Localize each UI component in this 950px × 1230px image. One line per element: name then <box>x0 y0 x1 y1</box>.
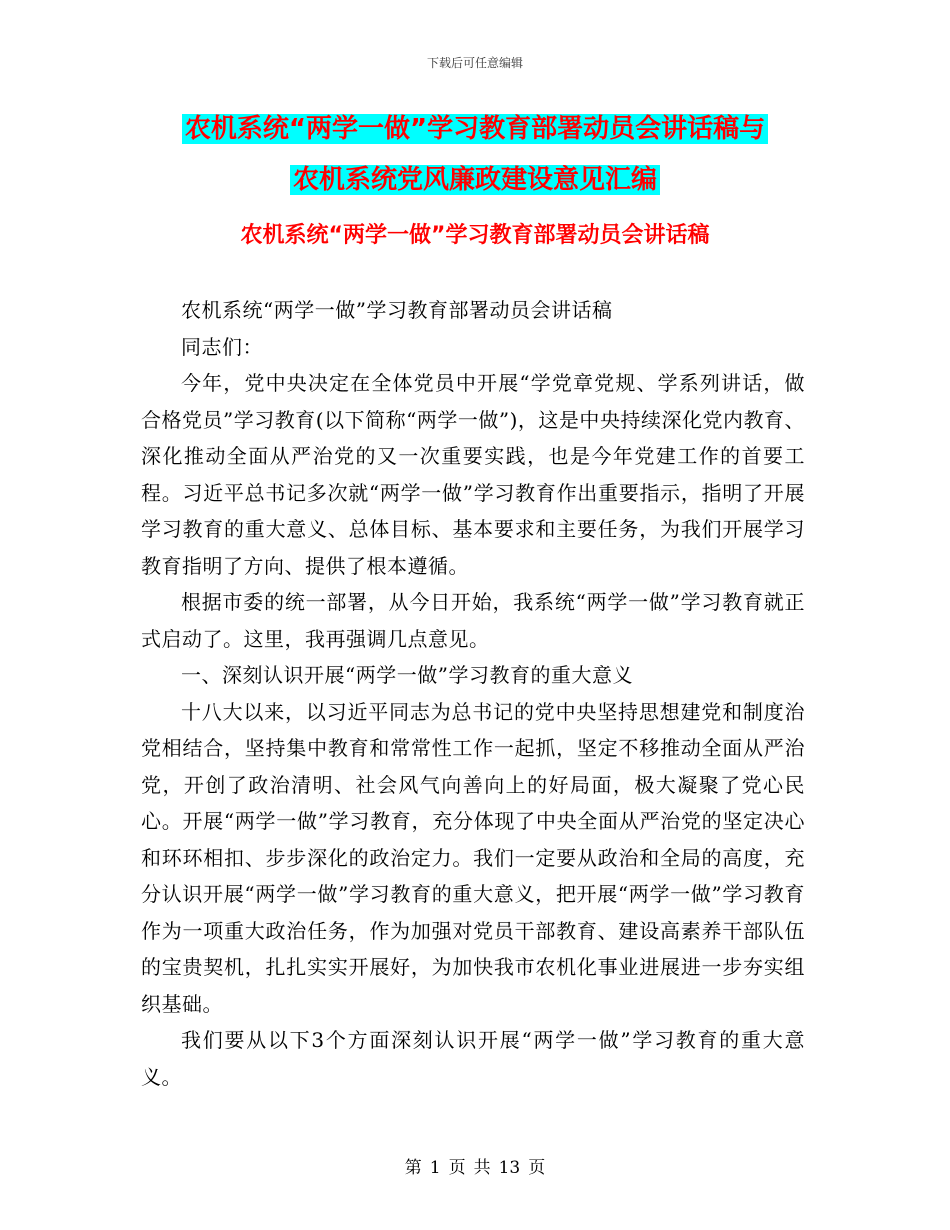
footer-page-number: 1 <box>429 1158 441 1178</box>
document-main-title <box>0 104 950 206</box>
main-title-line-2: 农机系统党风廉政建设意见汇编 <box>290 165 660 195</box>
document-body <box>141 292 805 1095</box>
footer-page-label: 页 <box>448 1158 466 1178</box>
paragraph-deployment: 根据市委的统一部署，从今日开始，我系统“两学一做”学习教育就正式启动了。这里，我再强调几点意见。 <box>141 590 805 651</box>
paragraph-heading-one: 一、深刻认识开展“两学一做”学习教育的重大意义 <box>181 663 633 687</box>
header-note: 下载后可任意编辑 <box>426 56 523 70</box>
footer-total-pages: 13 <box>498 1158 521 1178</box>
paragraph-three-aspects: 我们要从以下3个方面深刻认识开展“两学一做”学习教育的重大意义。 <box>141 1028 805 1089</box>
footer-total-label: 共 <box>473 1158 491 1178</box>
footer-suffix: 页 <box>528 1158 546 1178</box>
paragraph-speech-title: 农机系统“两学一做”学习教育部署动员会讲话稿 <box>181 298 613 322</box>
paragraph-salutation: 同志们： <box>181 334 263 359</box>
page-footer <box>0 1153 950 1178</box>
footer-prefix: 第 <box>404 1158 422 1178</box>
section-title: 农机系统“两学一做”学习教育部署动员会讲话稿 <box>240 223 710 248</box>
main-title-line-1: 农机系统“两学一做”学习教育部署动员会讲话稿与 <box>182 114 768 144</box>
paragraph-intro: 今年，党中央决定在全体党员中开展“学党章党规、学系列讲话，做合格党员”学习教育(以下简称“两学一做”)，这是中央持续深化党内教育、深化推动全面从严治党的又一次重要实践，也是今年党建工作的首要工程。习近平总书记多次就“两学一做”学习教育作出重要指示，指明了开展学习教育的重大意义、总体目标、基本要求和主要任务，为我们开展学习教育指明了方向、提供了根本遵循。 <box>141 371 805 578</box>
paragraph-significance: 十八大以来，以习近平同志为总书记的党中央坚持思想建党和制度治党相结合，坚持集中教育和常常性工作一起抓，坚定不移推动全面从严治党，开创了政治清明、社会风气向善向上的好局面，极大凝聚了党心民心。开展“两学一做”学习教育，充分体现了中央全面从严治党的坚定决心和环环相扣、步步深化的政治定力。我们一定要从政治和全局的高度，充分认识开展“两学一做”学习教育的重大意义，把开展“两学一做”学习教育作为一项重大政治任务，作为加强对党员干部教育、建设高素养干部队伍的宝贵契机，扎扎实实开展好，为加快我市农机化事业进展进一步夯实组织基础。 <box>141 699 805 1016</box>
